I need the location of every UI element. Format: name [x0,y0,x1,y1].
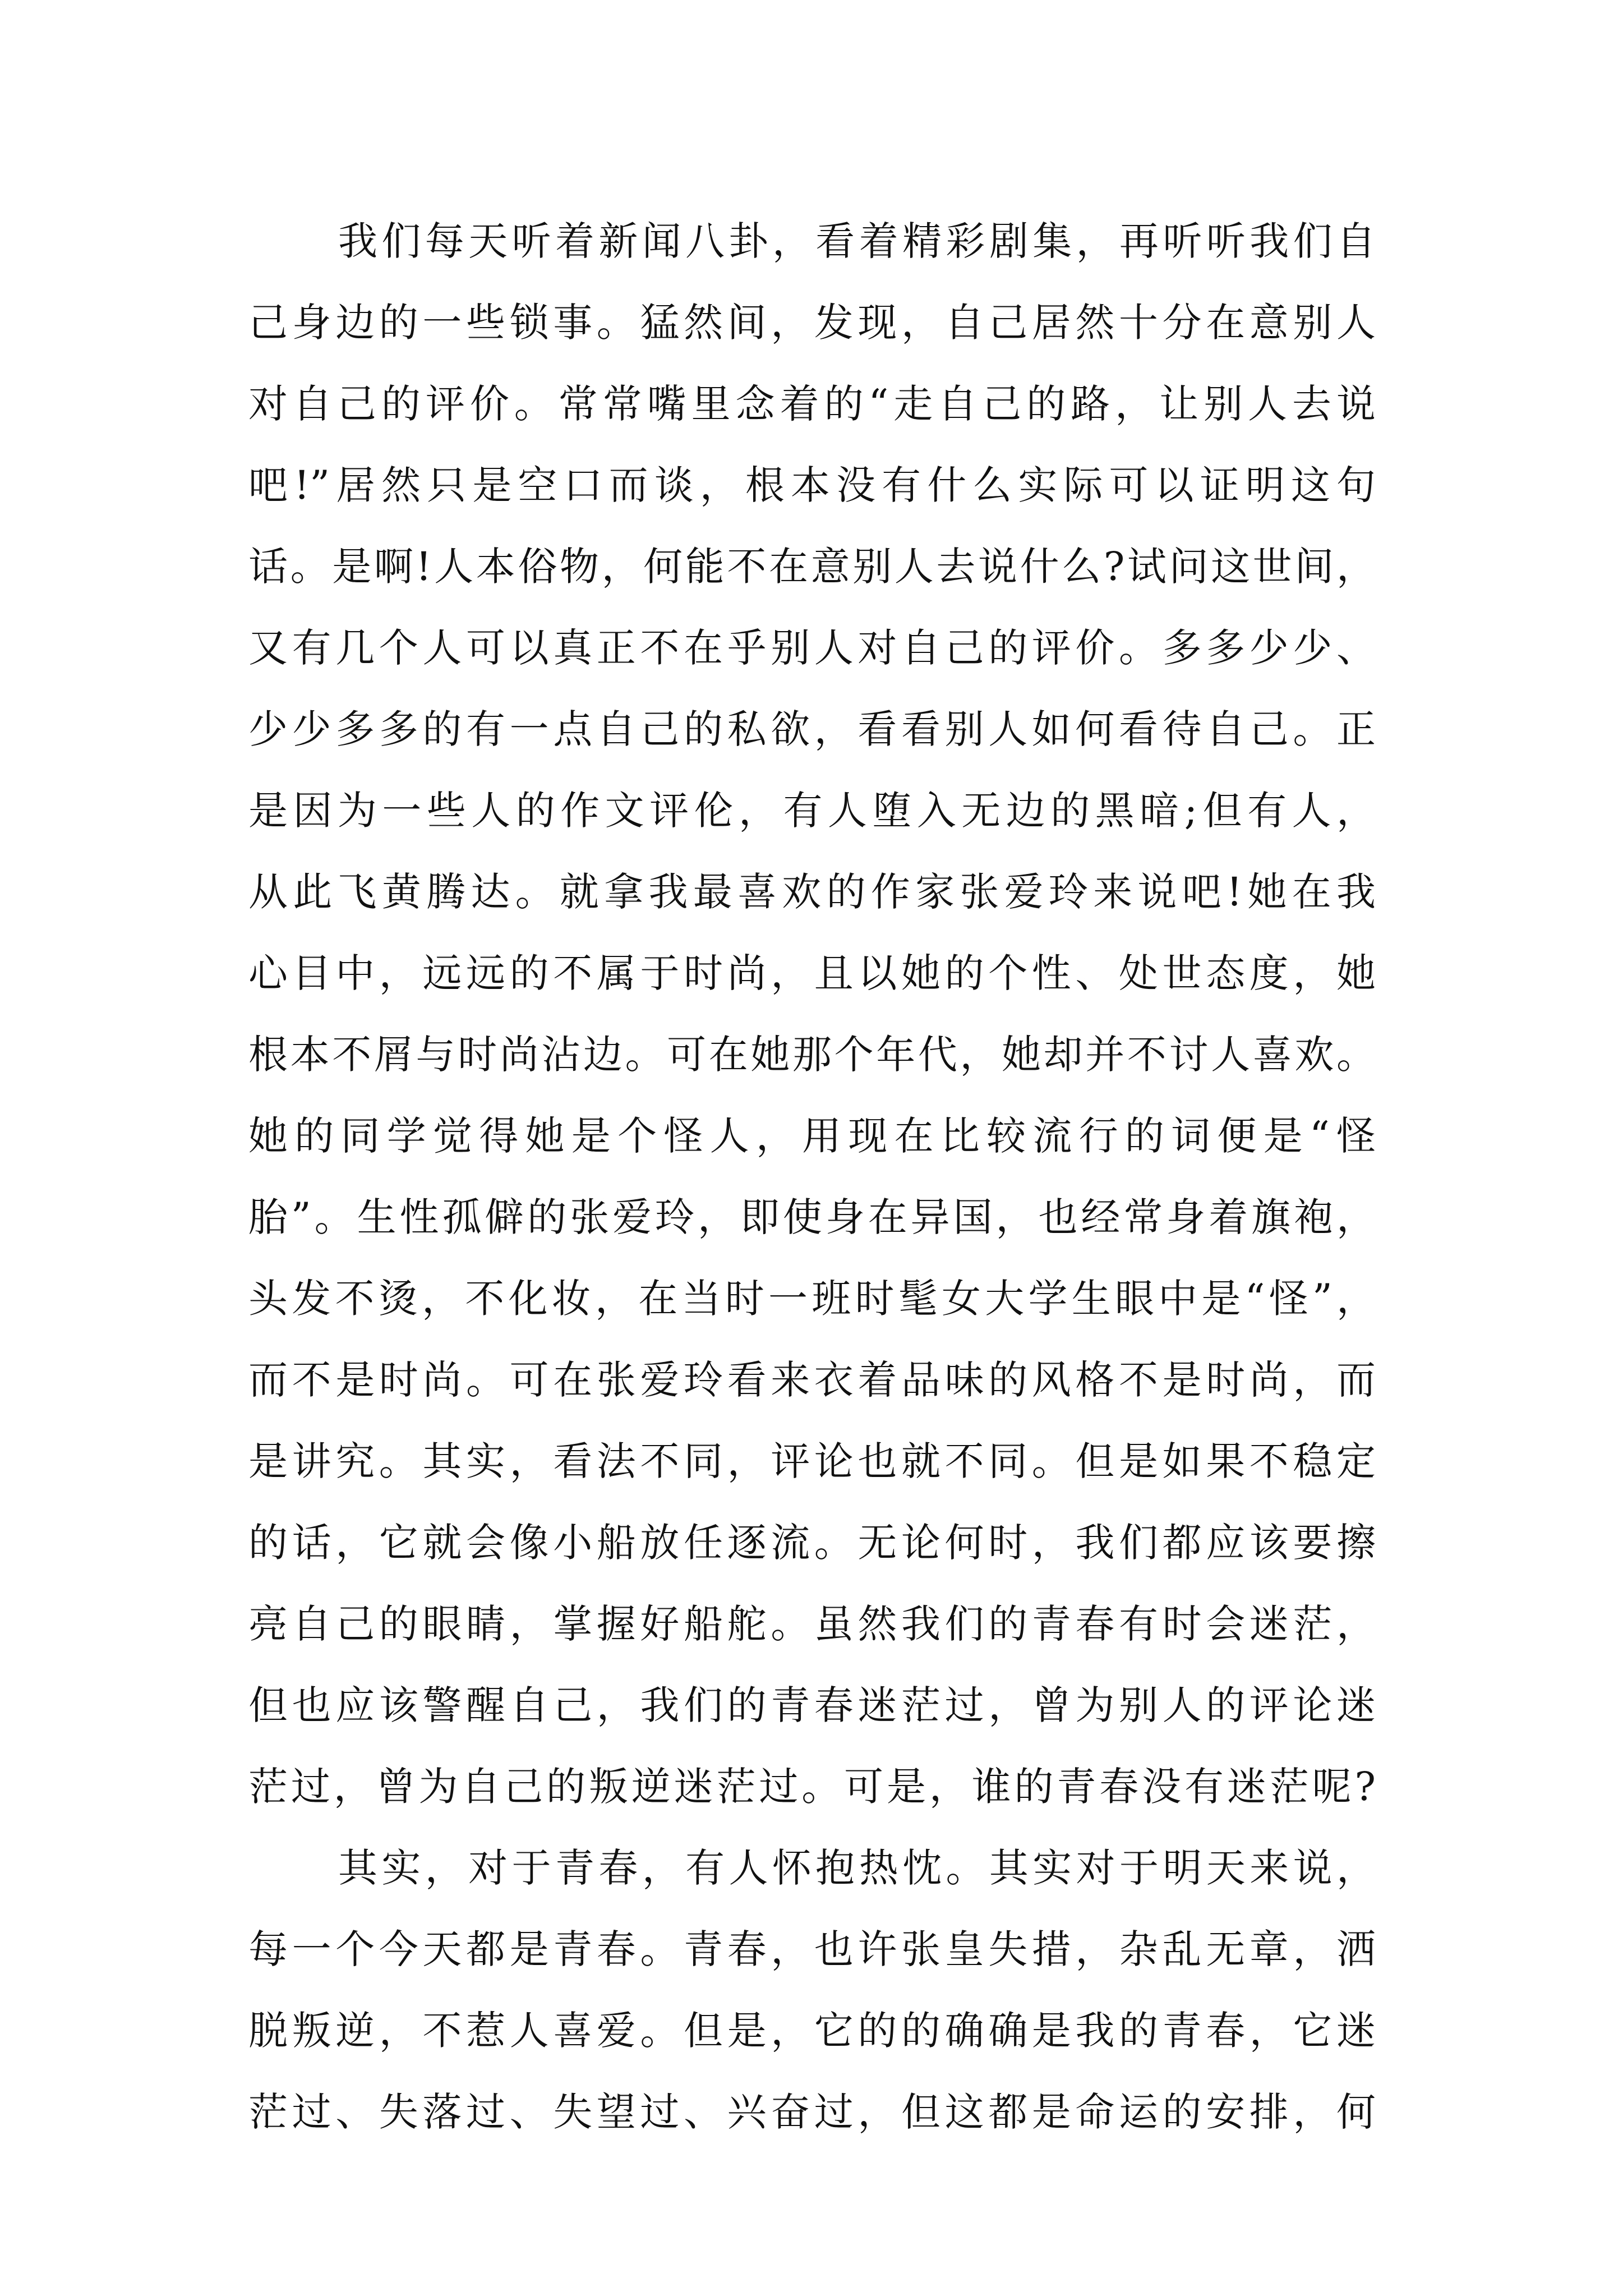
paragraph-1-line-3: 对自己的评价。常常嘴里念着的“走自己的路，让别人去说 [248,381,1376,427]
paragraph-2-line-2: 每一个今天都是青春。青春，也许张皇失措，杂乱无章，洒 [248,1926,1376,1972]
paragraph-2-line-1: 其实，对于青春，有人怀抱热忱。其实对于明天来说， [338,1845,1376,1891]
paragraph-1-line-4: 吧!”居然只是空口而谈，根本没有什么实际可以证明这句 [248,462,1376,508]
paragraph-1-line-6: 又有几个人可以真正不在乎别人对自己的评价。多多少少、 [248,625,1376,671]
paragraph-1-line-14: 头发不烫，不化妆，在当时一班时髦女大学生眼中是“怪”， [248,1276,1376,1322]
paragraph-1-line-17: 的话，它就会像小船放任逐流。无论何时，我们都应该要擦 [248,1520,1376,1566]
paragraph-1-line-16: 是讲究。其实，看法不同，评论也就不同。但是如果不稳定 [248,1438,1376,1484]
paragraph-1-line-7: 少少多多的有一点自己的私欲，看看别人如何看待自己。正 [248,706,1376,752]
paragraph-1-line-15: 而不是时尚。可在张爱玲看来衣着品味的风格不是时尚，而 [248,1357,1376,1403]
paragraph-2-line-3: 脱叛逆，不惹人喜爱。但是，它的的确确是我的青春，它迷 [248,2008,1376,2054]
paragraph-1-line-20: 茫过，曾为自己的叛逆迷茫过。可是，谁的青春没有迷茫呢? [248,1764,1376,1810]
paragraph-1-line-11: 根本不屑与时尚沾边。可在她那个年代，她却并不讨人喜欢。 [248,1032,1376,1078]
paragraph-1-line-1: 我们每天听着新闻八卦，看着精彩剧集，再听听我们自 [338,218,1376,264]
paragraph-1-line-9: 从此飞黄腾达。就拿我最喜欢的作家张爱玲来说吧!她在我 [248,869,1376,915]
paragraph-1-line-10: 心目中，远远的不属于时尚，且以她的个性、处世态度，她 [248,950,1376,996]
paragraph-1-line-5: 话。是啊!人本俗物，何能不在意别人去说什么?试问这世间， [248,544,1376,590]
paragraph-1-line-2: 己身边的一些锁事。猛然间，发现，自己居然十分在意别人 [248,300,1376,346]
paragraph-1-line-13: 胎”。生性孤僻的张爱玲，即使身在异国，也经常身着旗袍， [248,1194,1376,1240]
paragraph-1-line-19: 但也应该警醒自己，我们的青春迷茫过，曾为别人的评论迷 [248,1682,1376,1728]
paragraph-1-line-18: 亮自己的眼睛，掌握好船舵。虽然我们的青春有时会迷茫， [248,1601,1376,1647]
paragraph-2-line-4: 茫过、失落过、失望过、兴奋过，但这都是命运的安排，何 [248,2089,1376,2135]
paragraph-1-line-8: 是因为一些人的作文评伦，有人堕入无边的黑暗;但有人， [248,788,1376,834]
paragraph-1-line-12: 她的同学觉得她是个怪人，用现在比较流行的词便是“怪 [248,1113,1376,1159]
